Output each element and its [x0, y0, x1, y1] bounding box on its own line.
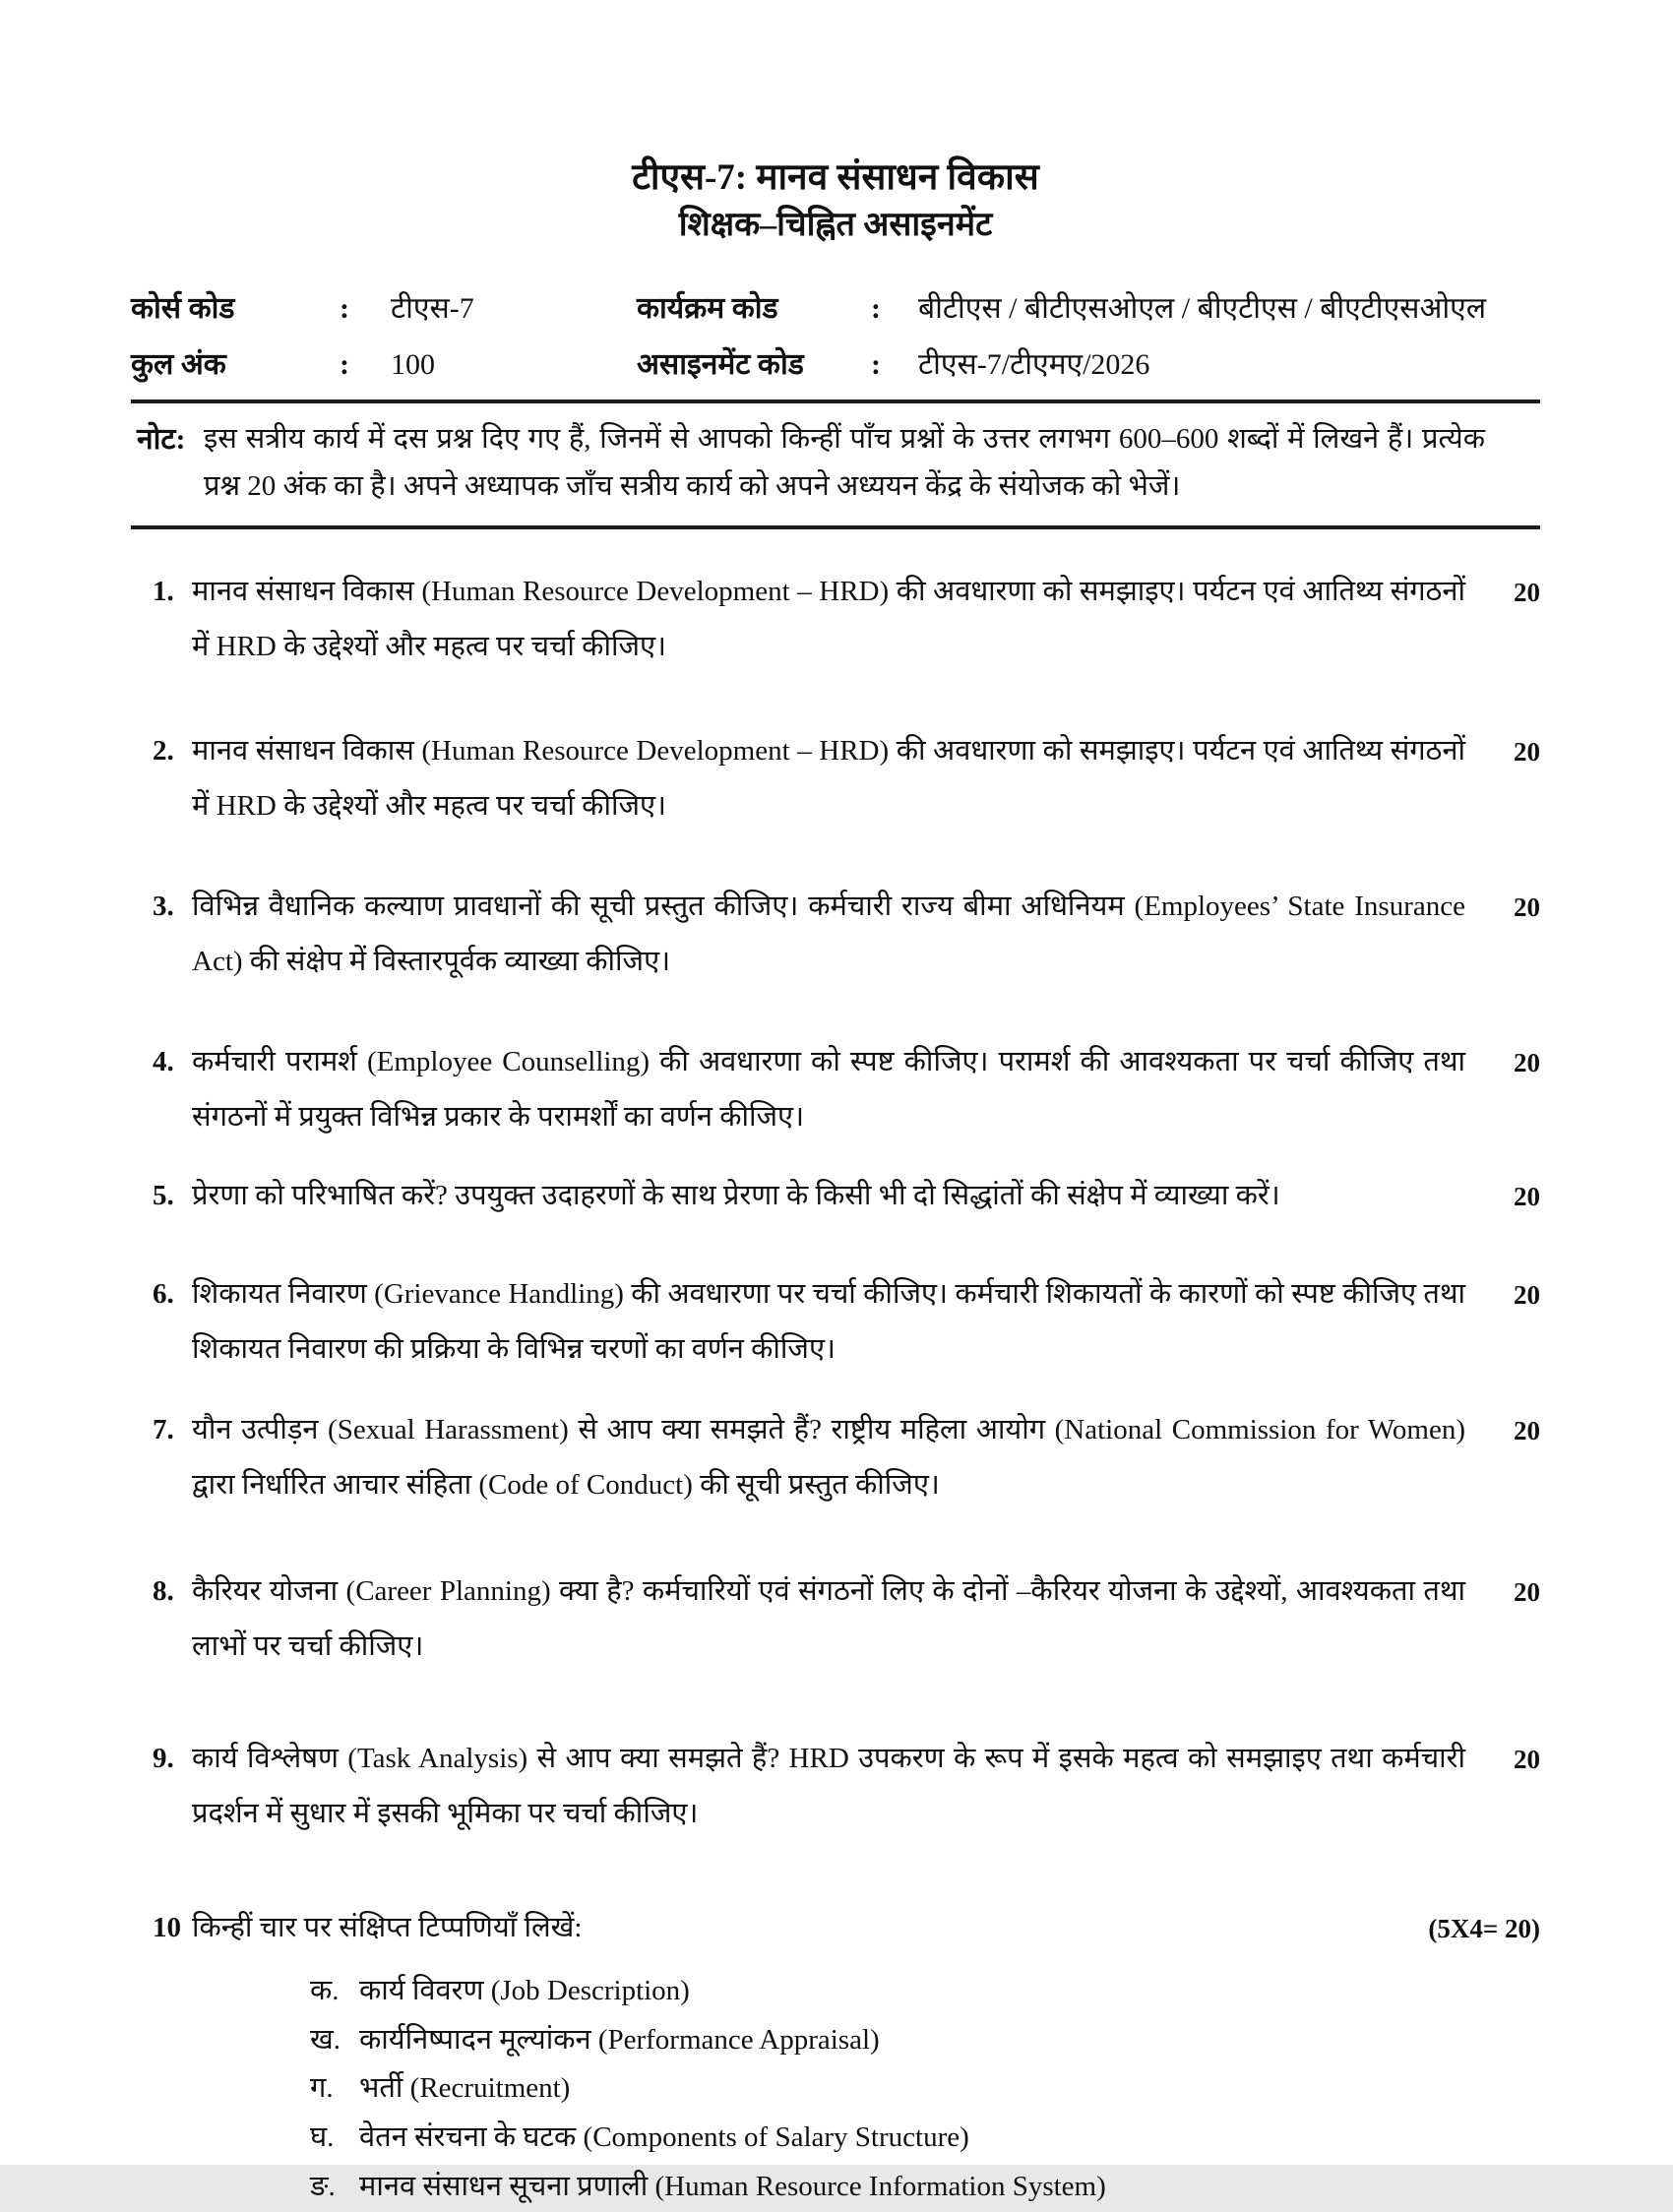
- question-marks: 20: [1514, 1280, 1540, 1311]
- question-marks: 20: [1514, 577, 1540, 607]
- question-row-10: [131, 1901, 1540, 1957]
- question-number: 4.: [153, 1045, 174, 1077]
- colon-separator: :: [340, 348, 349, 382]
- page-title: टीएस-7: मानव संसाधन विकास: [632, 157, 1039, 198]
- subitem-ka: [310, 1967, 1540, 2016]
- question-marks: 20: [1514, 1745, 1540, 1775]
- question-marks: 20: [1514, 1416, 1540, 1446]
- question-marks: 20: [1514, 1577, 1540, 1608]
- question-number: 1.: [153, 575, 174, 607]
- subitem-ga: [310, 2064, 1540, 2114]
- question-text: मानव संसाधन विकास (Human Resource Development – HRD) की अवधारणा को समझाइए। पर्यटन एवं आतिथ्य संगठनों में HRD के उद्देश्यों और महत्व पर चर्चा कीजिए।: [192, 575, 1465, 662]
- header-meta: [131, 288, 1540, 386]
- question-10-subitems: [310, 1967, 1540, 2212]
- question-text: कैरियर योजना (Career Planning) क्या है? कर्मचारियों एवं संगठनों लिए के दोनों –कैरियर योजना के उद्देश्यों, आवश्यकता तथा लाभों पर चर्चा कीजिए।: [192, 1575, 1465, 1663]
- note-label: नोट:: [137, 422, 186, 456]
- colon-separator: :: [340, 291, 349, 325]
- question-number: 2.: [153, 734, 174, 767]
- subitem-label: घ.: [310, 2121, 335, 2154]
- page-subtitle: शिक्षक–चिह्नित असाइनमेंट: [678, 207, 993, 244]
- subitem-text: कार्यनिष्पादन मूल्यांकन (Performance Appraisal): [359, 2023, 880, 2056]
- program-code-label: कार्यक्रम कोड: [637, 291, 778, 325]
- colon-separator: :: [871, 291, 881, 325]
- subitem-nga: [310, 2163, 1540, 2212]
- question-number: 7.: [153, 1414, 174, 1446]
- subitem-text: वेतन संरचना के घटक (Components of Salary Structure): [359, 2121, 969, 2154]
- question-number: 8.: [153, 1575, 174, 1608]
- subitem-label: ङ.: [310, 2171, 336, 2203]
- question-text: मानव संसाधन विकास (Human Resource Development – HRD) की अवधारणा को समझाइए। पर्यटन एवं आतिथ्य संगठनों में HRD के उद्देश्यों और महत्व पर चर्चा कीजिए।: [192, 734, 1465, 822]
- question-text: यौन उत्पीड़न (Sexual Harassment) से आप क्या समझते हैं? राष्ट्रीय महिला आयोग (National Commission for Women) द्वारा निर्धारित आचार संहिता (Code of Conduct) की सूची प्रस्तुत कीजिए।: [192, 1414, 1465, 1502]
- subitem-text: भर्ती (Recruitment): [359, 2072, 571, 2105]
- question-number: 3.: [153, 890, 174, 922]
- question-number: 5.: [153, 1179, 174, 1211]
- question-row-1: [131, 565, 1540, 675]
- question-marks: 20: [1514, 1181, 1540, 1211]
- question-marks: 20: [1514, 1047, 1540, 1077]
- question-row-4: [131, 1035, 1540, 1145]
- question-text: प्रेरणा को परिभाषित करें? उपयुक्त उदाहरणों के साथ प्रेरणा के किसी भी दो सिद्धांतों की संक्षेप में व्याख्या करें।: [192, 1179, 1280, 1211]
- subitem-label: ग.: [310, 2072, 334, 2105]
- subitem-label: ख.: [310, 2023, 341, 2056]
- course-code-value: टीएस-7: [391, 291, 474, 325]
- question-row-3: [131, 880, 1540, 990]
- question-number: 6.: [153, 1278, 174, 1311]
- question-text: कर्मचारी परामर्श (Employee Counselling) की अवधारणा को स्पष्ट कीजिए। परामर्श की आवश्यकता पर चर्चा कीजिए तथा संगठनों में प्रयुक्त विभिन्न प्रकार के परामर्शों का वर्णन कीजिए।: [192, 1045, 1465, 1133]
- question-text: शिकायत निवारण (Grievance Handling) की अवधारणा पर चर्चा कीजिए। कर्मचारी शिकायतों के कारणों को स्पष्ट कीजिए तथा शिकायत निवारण की प्रक्रिया के विभिन्न चरणों का वर्णन कीजिए।: [192, 1278, 1465, 1366]
- total-marks-value: 100: [391, 348, 435, 382]
- question-row-9: [131, 1732, 1540, 1842]
- total-marks-label: कुल अंक: [131, 348, 226, 382]
- question-row-8: [131, 1565, 1540, 1675]
- question-number: 9.: [153, 1743, 174, 1775]
- course-code-label: कोर्स कोड: [131, 291, 235, 325]
- subitem-kha: [310, 2016, 1540, 2065]
- question-marks: 20: [1514, 736, 1540, 767]
- question-row-7: [131, 1403, 1540, 1513]
- subitem-text: मानव संसाधन सूचना प्रणाली (Human Resource Information System): [359, 2171, 1106, 2203]
- note-section: [131, 399, 1540, 529]
- question-number: 10: [153, 1911, 181, 1943]
- subitem-gha: [310, 2114, 1540, 2163]
- assignment-code-label: असाइनमेंट कोड: [637, 348, 804, 382]
- question-text: किन्हीं चार पर संक्षिप्त टिप्पणियाँ लिखें:: [192, 1911, 583, 1943]
- question-row-2: [131, 724, 1540, 834]
- subitem-text: कार्य विवरण (Job Description): [359, 1974, 690, 2006]
- subitem-label: क.: [310, 1974, 340, 2006]
- program-code-value: बीटीएस / बीटीएसओएल / बीएटीएस / बीएटीएसओएल: [918, 291, 1487, 325]
- note-text: इस सत्रीय कार्य में दस प्रश्न दिए गए हैं, जिनमें से आपको किन्हीं पाँच प्रश्नों के उत्तर लगभग 600–600 शब्दों में लिखने हैं। प्रत्येक प्रश्न 20 अंक का है। अपने अध्यापक जाँच सत्रीय कार्य को अपने अध्ययन केंद्र के संयोजक को भेजें।: [204, 422, 1485, 502]
- question-marks: (5X4= 20): [1428, 1913, 1540, 1943]
- question-text: कार्य विश्लेषण (Task Analysis) से आप क्या समझते हैं? HRD उपकरण के रूप में इसके महत्व को समझाइए तथा कर्मचारी प्रदर्शन में सुधार में इसकी भूमिका पर चर्चा कीजिए।: [192, 1743, 1465, 1829]
- colon-separator: :: [871, 348, 881, 382]
- question-text: विभिन्न वैधानिक कल्याण प्रावधानों की सूची प्रस्तुत कीजिए। कर्मचारी राज्य बीमा अधिनियम (Employees’ State Insurance Act) की संक्षेप में विस्तारपूर्वक व्याख्या कीजिए।: [192, 890, 1465, 977]
- assignment-code-value: टीएस-7/टीएमए/2026: [918, 348, 1150, 382]
- question-marks: 20: [1514, 891, 1540, 922]
- question-row-5: [131, 1169, 1540, 1225]
- question-row-6: [131, 1267, 1540, 1378]
